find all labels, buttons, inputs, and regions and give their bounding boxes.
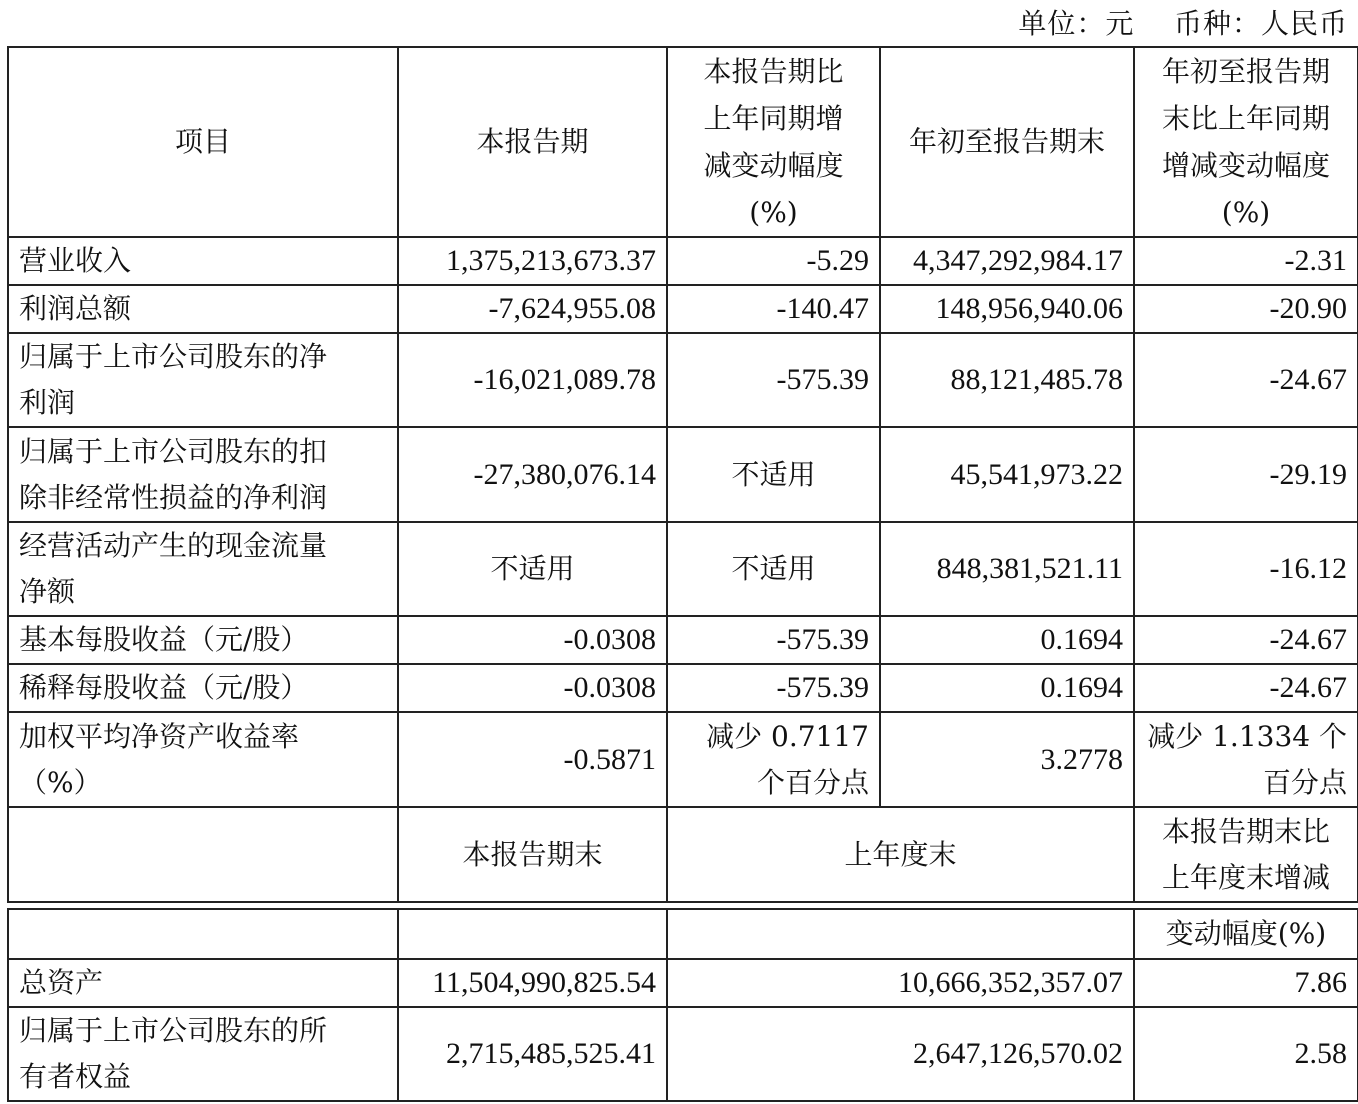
cell-period-end: 2,715,485,525.41: [398, 1007, 667, 1101]
cell-current-change: -140.47: [667, 285, 880, 333]
row-item-label: 归属于上市公司股东的扣 除非经常性损益的净利润: [8, 427, 398, 522]
cell-current-period: -0.0308: [398, 664, 667, 712]
row-item-label: 总资产: [8, 959, 398, 1007]
cell-ytd: 4,347,292,984.17: [880, 237, 1134, 285]
header-ytd-change: 年初至报告期 末比上年同期 增减变动幅度 (%): [1134, 47, 1358, 237]
header-blank: [667, 909, 1134, 959]
cell-ytd: 148,956,940.06: [880, 285, 1134, 333]
cell-last-year-end: 10,666,352,357.07: [667, 959, 1134, 1007]
row-item-label: 基本每股收益（元/股）: [8, 616, 398, 664]
cell-ytd-change: -24.67: [1134, 333, 1358, 427]
row-item-label: 归属于上市公司股东的净 利润: [8, 333, 398, 427]
table-row: [8, 427, 1358, 522]
header-change-continued: 变动幅度(%): [1134, 909, 1358, 959]
sub-header-last-year-end: 上年度末: [667, 807, 1134, 902]
header-current-change: 本报告期比 上年同期增 减变动幅度 (%): [667, 47, 880, 237]
cell-ytd: 0.1694: [880, 616, 1134, 664]
cell-ytd-change: -16.12: [1134, 522, 1358, 616]
balance-sheet-table: [7, 908, 1358, 1102]
row-item-label: 营业收入: [8, 237, 398, 285]
cell-current-change: -5.29: [667, 237, 880, 285]
cell-current-change: 不适用: [667, 427, 880, 522]
table-row: [8, 664, 1358, 712]
table-row: [8, 522, 1358, 616]
cell-ytd: 848,381,521.11: [880, 522, 1134, 616]
cell-current-period: -27,380,076.14: [398, 427, 667, 522]
cell-current-change: 不适用: [667, 522, 880, 616]
sub-header-blank: [8, 807, 398, 902]
row-item-label: 归属于上市公司股东的所 有者权益: [8, 1007, 398, 1101]
header-current-period: 本报告期: [398, 47, 667, 237]
row-item-label: 加权平均净资产收益率 （%）: [8, 712, 398, 807]
cell-ytd: 45,541,973.22: [880, 427, 1134, 522]
cell-current-change: -575.39: [667, 664, 880, 712]
table-header-row: [8, 47, 1358, 237]
sub-header-change: 本报告期末比 上年度末增减: [1134, 807, 1358, 902]
header-ytd: 年初至报告期末: [880, 47, 1134, 237]
cell-ytd: 3.2778: [880, 712, 1134, 807]
cell-ytd-change: -20.90: [1134, 285, 1358, 333]
cell-current-period: -7,624,955.08: [398, 285, 667, 333]
table-row: [8, 1007, 1358, 1101]
cell-current-period: -0.5871: [398, 712, 667, 807]
cell-current-change: -575.39: [667, 333, 880, 427]
balance-sub-header-row: [8, 807, 1358, 902]
cell-current-change: 减少 0.7117 个百分点: [667, 712, 880, 807]
cell-ytd: 0.1694: [880, 664, 1134, 712]
header-blank: [8, 909, 398, 959]
cell-last-year-end: 2,647,126,570.02: [667, 1007, 1134, 1101]
table-row: [8, 237, 1358, 285]
cell-current-change: -575.39: [667, 616, 880, 664]
financial-summary-table: [7, 46, 1358, 903]
table-row: [8, 616, 1358, 664]
header-item: 项目: [8, 47, 398, 237]
row-item-label: 经营活动产生的现金流量 净额: [8, 522, 398, 616]
cell-current-period: 1,375,213,673.37: [398, 237, 667, 285]
cell-ytd-change: -24.67: [1134, 664, 1358, 712]
cell-current-period: -16,021,089.78: [398, 333, 667, 427]
table-header-row: [8, 909, 1358, 959]
cell-ytd: 88,121,485.78: [880, 333, 1134, 427]
header-blank: [398, 909, 667, 959]
table-row: [8, 959, 1358, 1007]
cell-ytd-change: -29.19: [1134, 427, 1358, 522]
cell-current-period: 不适用: [398, 522, 667, 616]
sub-header-period-end: 本报告期末: [398, 807, 667, 902]
table-row: [8, 333, 1358, 427]
cell-ytd-change: -2.31: [1134, 237, 1358, 285]
row-item-label: 利润总额: [8, 285, 398, 333]
cell-ytd-change: -24.67: [1134, 616, 1358, 664]
row-item-label: 稀释每股收益（元/股）: [8, 664, 398, 712]
cell-period-end: 11,504,990,825.54: [398, 959, 667, 1007]
cell-change: 7.86: [1134, 959, 1358, 1007]
table-row: [8, 712, 1358, 807]
cell-ytd-change: 减少 1.1334 个 百分点: [1134, 712, 1358, 807]
unit-currency-note: 单位：元 币种：人民币: [1018, 7, 1348, 40]
cell-change: 2.58: [1134, 1007, 1358, 1101]
cell-current-period: -0.0308: [398, 616, 667, 664]
table-row: [8, 285, 1358, 333]
